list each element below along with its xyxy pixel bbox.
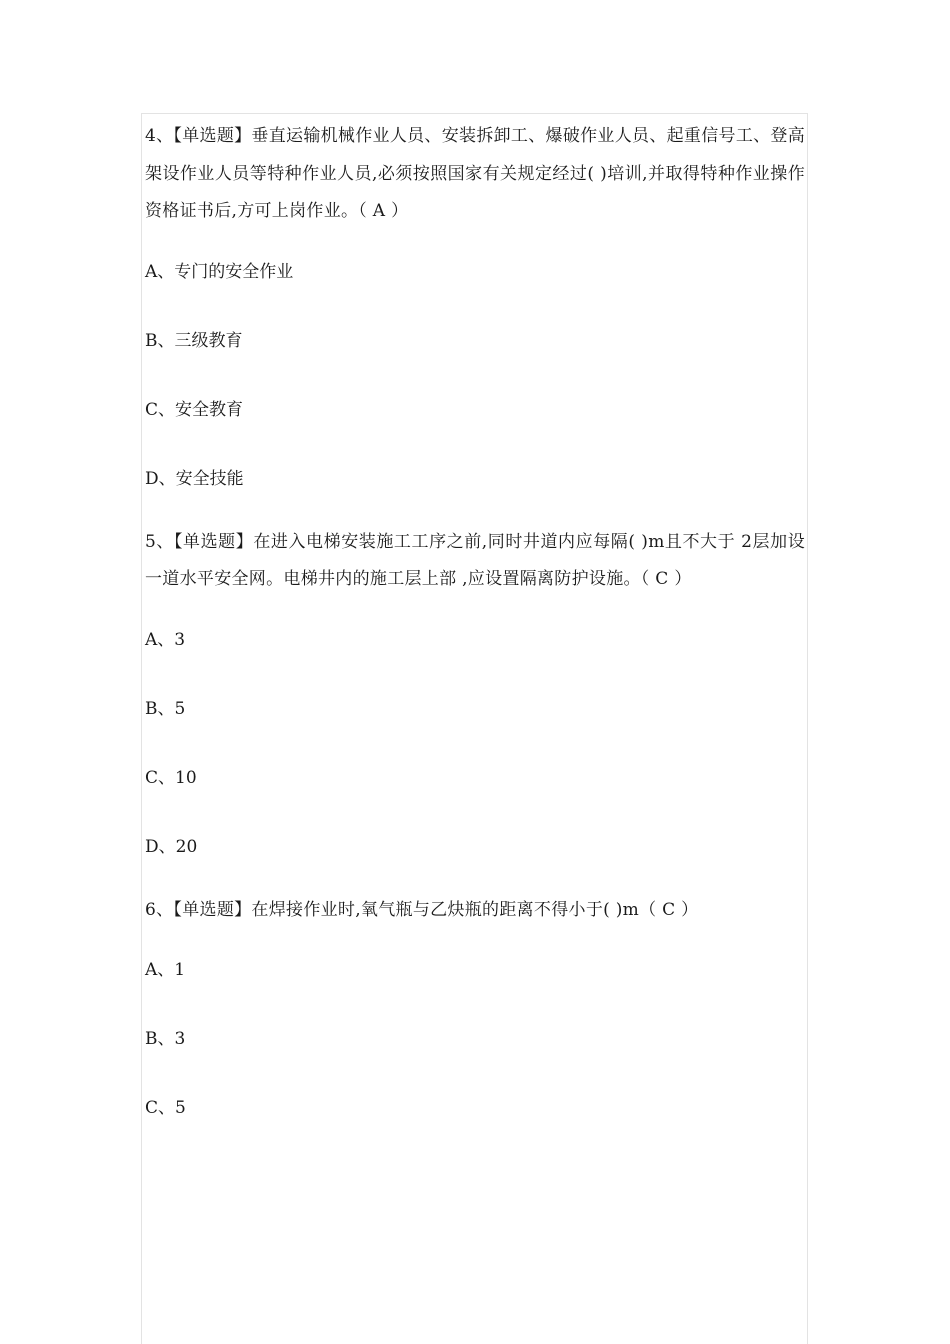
option-b: B、3 [145,1029,186,1049]
option-a: A、1 [145,960,186,980]
option-c: C、10 [145,767,197,788]
option-a: A、专门的安全作业 [145,261,294,282]
question-text: 4、【单选题】垂直运输机械作业人员、安装拆卸工、爆破作业人员、起重信号工、登高架设作业人员等特种作业人员,必须按照国家有关规定经过( )培训,并取得特种作业操作资格证书后,方可上岗作业。（ A ） [145,126,806,221]
option-d: D、安全技能 [145,468,244,489]
option-d: D、20 [145,836,198,857]
option-b: B、三级教育 [145,330,243,351]
option-c: C、安全教育 [145,399,244,420]
option-b: B、5 [145,698,186,719]
question-text: 5、【单选题】在进入电梯安装施工工序之前,同时井道内应每隔( )m且不大于 2层加设一道水平安全网。电梯井内的施工层上部 ,应设置隔离防护设施。（ C ） [145,531,805,589]
option-a: A、3 [145,629,186,650]
exam-content [145,118,805,1165]
question-text: 6、【单选题】在焊接作业时,氧气瓶与乙炔瓶的距离不得小于( )m（ C ） [145,899,699,920]
option-c: C、5 [145,1098,186,1118]
